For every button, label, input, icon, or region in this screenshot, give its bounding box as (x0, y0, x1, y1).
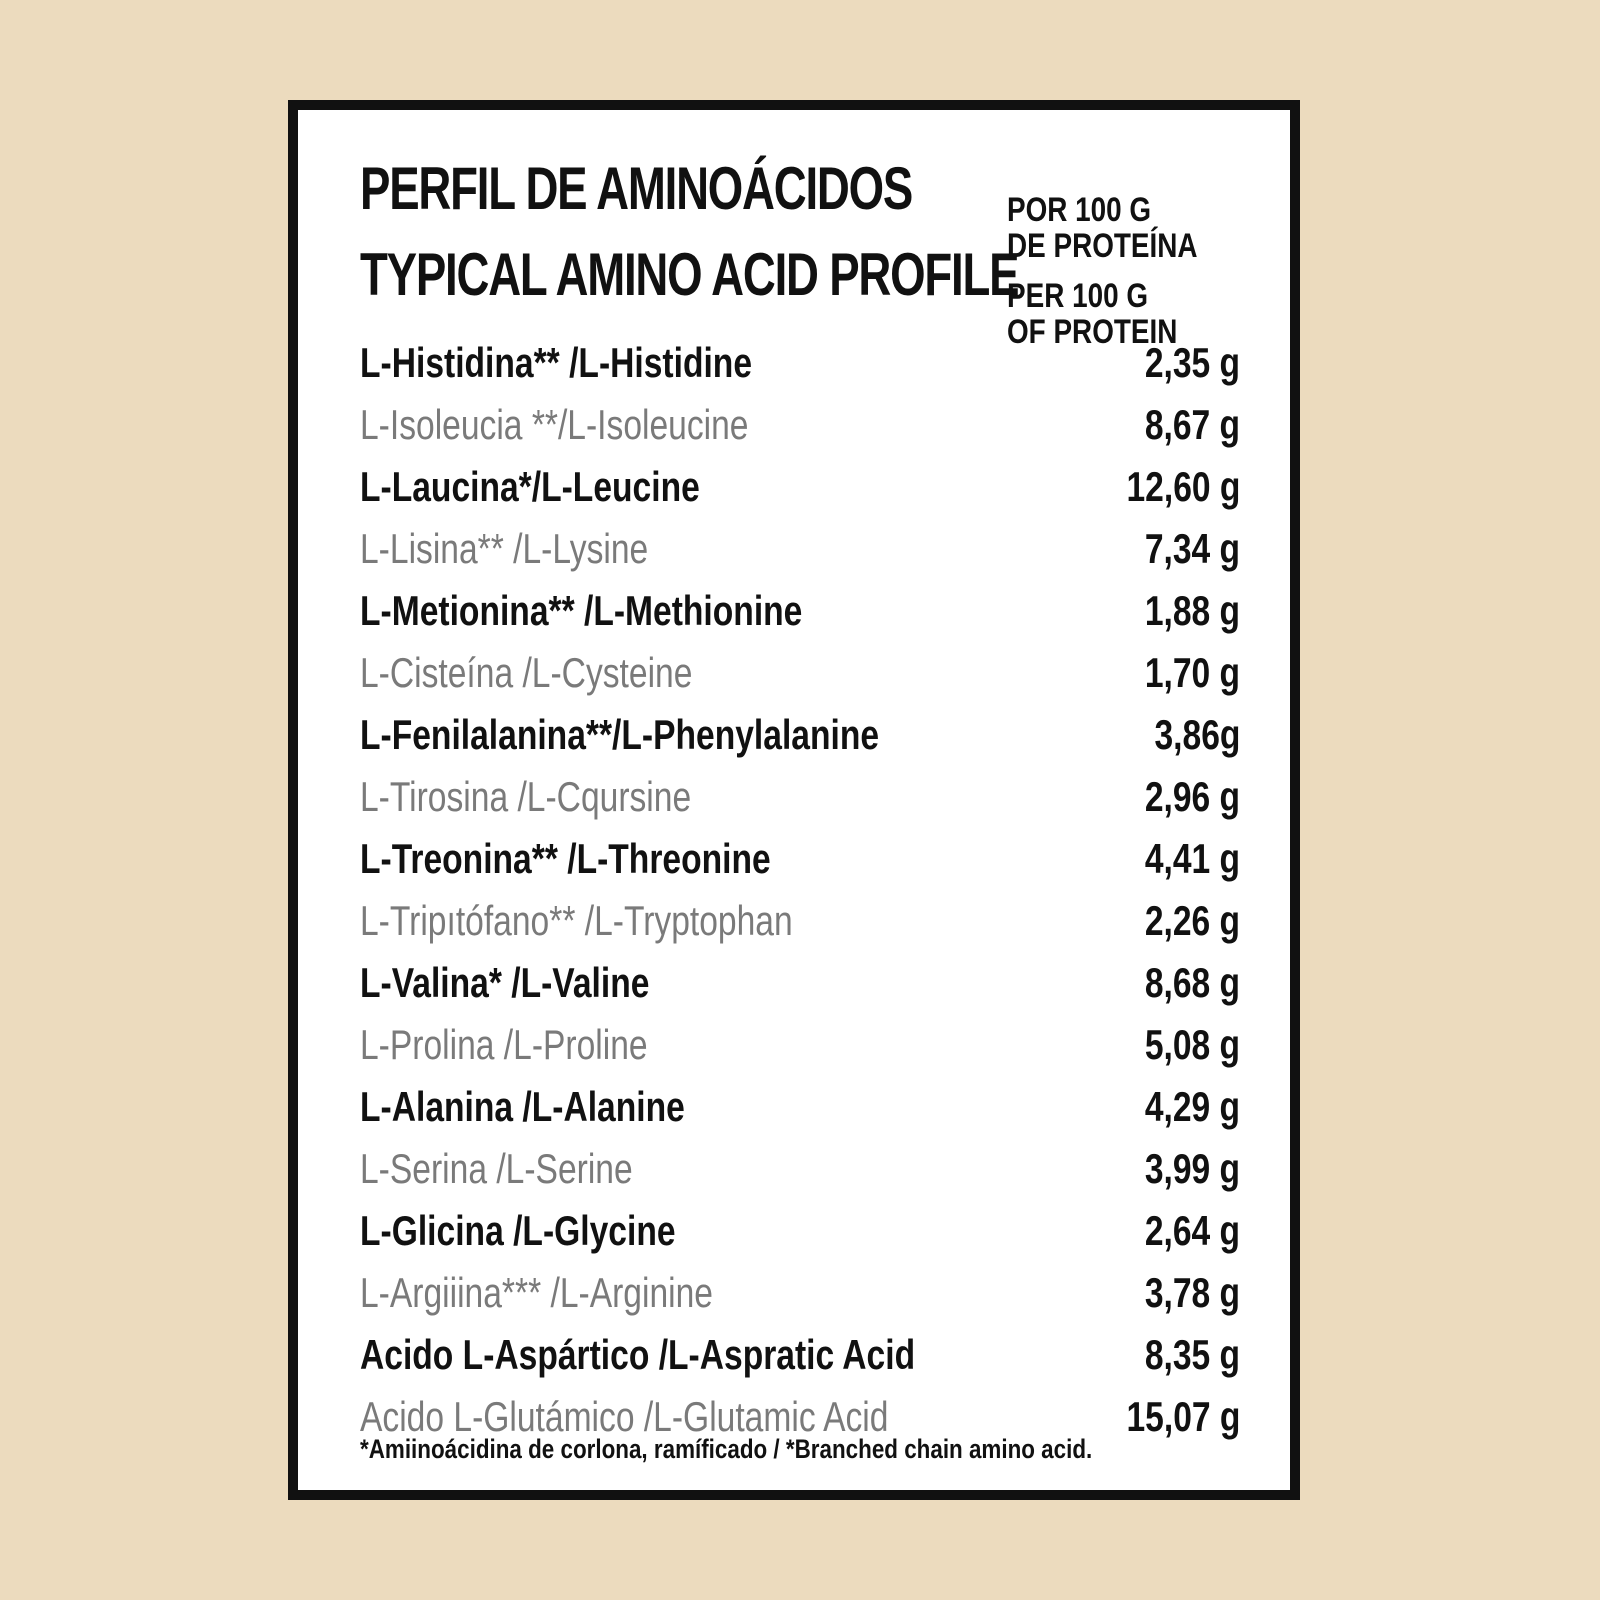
amino-acid-name: Acido L-Glutámico /L-Glutamic Acid (360, 1393, 889, 1440)
amino-acid-name: L-Laucina*/L-Leucine (360, 463, 700, 510)
subtitle-spanish (1007, 192, 1198, 264)
list-item (360, 828, 1240, 890)
subtitle-english-line-1: PER 100 G (1007, 277, 1149, 315)
amino-acid-name: L-Cisteína /L-Cysteine (360, 649, 693, 696)
amino-acid-value: 7,34 g (1144, 525, 1240, 572)
amino-acid-name: Acido L-Aspártico /L-Aspratic Acid (360, 1331, 916, 1378)
list-item (360, 890, 1240, 952)
amino-acid-value: 3,78 g (1144, 1269, 1240, 1316)
subtitle-english-line-2: OF PROTEIN (1007, 313, 1178, 351)
list-item (360, 518, 1240, 580)
list-item (360, 456, 1240, 518)
amino-acid-value: 2,64 g (1144, 1207, 1240, 1254)
amino-acid-value: 15,07 g (1126, 1393, 1240, 1440)
amino-acid-value: 1,88 g (1144, 587, 1240, 634)
list-item (360, 332, 1240, 394)
header (360, 150, 1260, 351)
amino-acid-name: L-Histidina** /L-Histidine (360, 339, 753, 386)
list-item (360, 642, 1240, 704)
amino-acid-name: L-Serina /L-Serine (360, 1145, 633, 1192)
amino-acid-name: L-Tripıtófano** /L-Tryptophan (360, 897, 793, 944)
title-spanish: PERFIL DE AMINOÁCIDOS (360, 155, 913, 222)
amino-acid-value: 12,60 g (1126, 463, 1240, 510)
amino-acid-name: L-Alanina /L-Alanine (360, 1083, 685, 1130)
list-item (360, 394, 1240, 456)
list-item (360, 1138, 1240, 1200)
amino-acid-value: 3,86g (1154, 711, 1240, 758)
list-item (360, 766, 1240, 828)
amino-acid-value: 1,70 g (1144, 649, 1240, 696)
subtitle-spanish-line-2: DE PROTEÍNA (1007, 227, 1198, 265)
amino-acid-name: L-Prolina /L-Proline (360, 1021, 648, 1068)
list-item (360, 580, 1240, 642)
amino-acid-name: L-Treonina** /L-Threonine (360, 835, 771, 882)
amino-acid-name: L-Lisina** /L-Lysine (360, 525, 649, 572)
amino-acid-value: 2,35 g (1144, 339, 1240, 386)
amino-acid-value: 4,29 g (1144, 1083, 1240, 1130)
list-item (360, 1262, 1240, 1324)
amino-acid-value: 8,35 g (1144, 1331, 1240, 1378)
list-item (360, 1014, 1240, 1076)
amino-acid-name: L-Glicina /L-Glycine (360, 1207, 676, 1254)
amino-acid-name: L-Argiiina*** /L-Arginine (360, 1269, 713, 1316)
amino-acid-name: L-Fenilalanina**/L-Phenylalanine (360, 711, 880, 758)
subtitle-spanish-line-1: POR 100 G (1007, 191, 1152, 229)
amino-acid-list (360, 332, 1240, 1448)
title-english: TYPICAL AMINO ACID PROFILE (360, 241, 1019, 308)
amino-acid-name: L-Metionina** /L-Methionine (360, 587, 803, 634)
amino-acid-profile-panel (288, 100, 1300, 1500)
list-item (360, 1200, 1240, 1262)
amino-acid-value: 5,08 g (1144, 1021, 1240, 1068)
footnote: *Amiinoácidina de corlona, ramíficado / *Branched chain amino acid. (360, 1434, 1093, 1464)
amino-acid-name: L-Valina* /L-Valine (360, 959, 650, 1006)
list-item (360, 704, 1240, 766)
amino-acid-value: 2,26 g (1144, 897, 1240, 944)
amino-acid-value: 8,68 g (1144, 959, 1240, 1006)
list-item (360, 952, 1240, 1014)
amino-acid-value: 3,99 g (1144, 1145, 1240, 1192)
amino-acid-name: L-Isoleucia **/L-Isoleucine (360, 401, 749, 448)
amino-acid-value: 8,67 g (1144, 401, 1240, 448)
list-item (360, 1324, 1240, 1386)
amino-acid-name: L-Tirosina /L-Cqursine (360, 773, 692, 820)
amino-acid-value: 4,41 g (1144, 835, 1240, 882)
amino-acid-value: 2,96 g (1144, 773, 1240, 820)
list-item (360, 1076, 1240, 1138)
